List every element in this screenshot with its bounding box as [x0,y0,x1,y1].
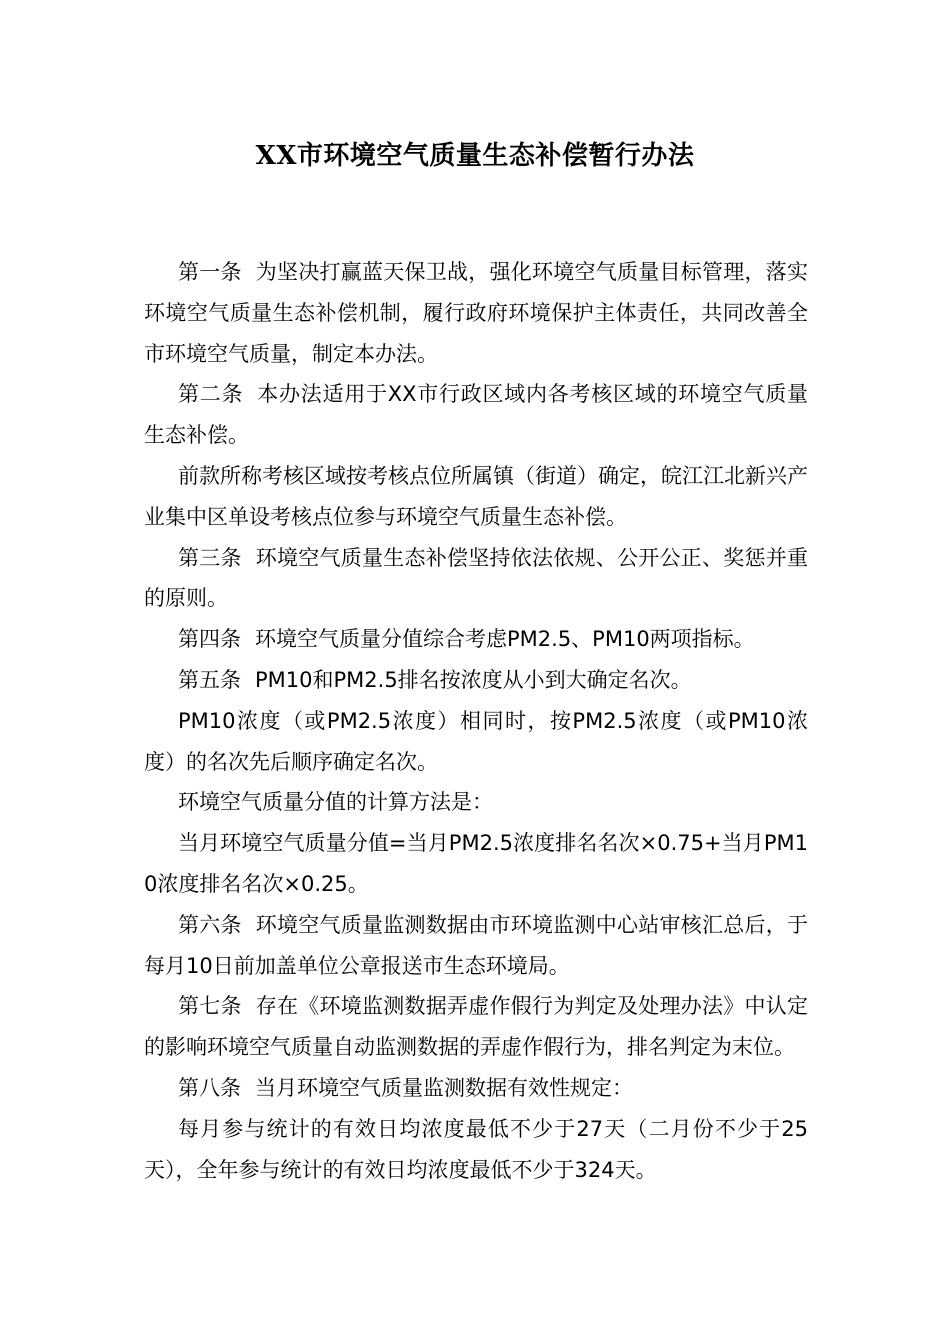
paragraph-article-3 [144,538,808,620]
paragraph-text: 为坚决打赢蓝天保卫战，强化环境空气质量目标管理，落实环境空气质量生态补偿机制，履行政府环境保护主体责任，共同改善全市环境空气质量，制定本办法。 [144,260,808,366]
paragraph-article-5 [144,660,808,701]
paragraph-text: 存在《环境监测数据弄虚作假行为判定及处理办法》中认定的影响环境空气质量自动监测数据的弄虚作假行为，排名判定为末位。 [144,994,808,1060]
paragraph-article-8-clause [144,1109,808,1191]
paragraph-article-5-formula [144,823,808,905]
paragraph-article-2 [144,374,808,456]
paragraph-article-6 [144,905,808,987]
article-number: 第一条 [178,260,242,284]
paragraph-text: 每月参与统计的有效日均浓度最低不少于27天（二月份不少于25天），全年参与统计的有效日均浓度最低不少于324天。 [144,1116,808,1182]
paragraph-text: PM10浓度（或PM2.5浓度）相同时，按PM2.5浓度（或PM10浓度）的名次先后顺序确定名次。 [144,708,808,774]
paragraph-text: 环境空气质量分值综合考虑PM2.5、PM10两项指标。 [255,627,755,652]
paragraph-article-5-clause-2 [144,782,808,823]
document-body [144,252,808,1190]
article-number: 第三条 [178,545,242,570]
article-number: 第二条 [178,382,244,407]
paragraph-text: 当月环境空气质量分值=当月PM2.5浓度排名名次×0.75+当月PM10浓度排名名次×0.25。 [144,831,808,896]
paragraph-text: 环境空气质量分值的计算方法是： [178,790,493,815]
paragraph-article-5-clause-1 [144,701,808,783]
paragraph-article-4 [144,619,808,660]
article-number: 第七条 [178,994,242,1019]
article-number: 第四条 [178,627,241,652]
paragraph-article-2-clause [144,456,808,538]
paragraph-text: 环境空气质量监测数据由市环境监测中心站审核汇总后，于每月10日前加盖单位公章报送市生态环境局。 [144,912,808,978]
paragraph-text: 环境空气质量生态补偿坚持依法依规、公开公正、奖惩并重的原则。 [144,545,808,611]
paragraph-text: 本办法适用于XX市行政区域内各考核区域的环境空气质量生态补偿。 [144,382,808,448]
paragraph-article-8 [144,1068,808,1109]
article-number: 第五条 [178,667,241,692]
paragraph-text: 当月环境空气质量监测数据有效性规定： [255,1075,633,1100]
document-title: XX市环境空气质量生态补偿暂行办法 [255,141,695,171]
paragraph-text: 前款所称考核区域按考核点位所属镇（街道）确定，皖江江北新兴产业集中区单设考核点位参与环境空气质量生态补偿。 [144,463,808,529]
paragraph-article-7 [144,986,808,1068]
paragraph-article-1 [144,252,808,374]
paragraph-text: PM10和PM2.5排名按浓度从小到大确定名次。 [255,667,692,692]
article-number: 第六条 [178,912,242,937]
article-number: 第八条 [178,1075,241,1100]
